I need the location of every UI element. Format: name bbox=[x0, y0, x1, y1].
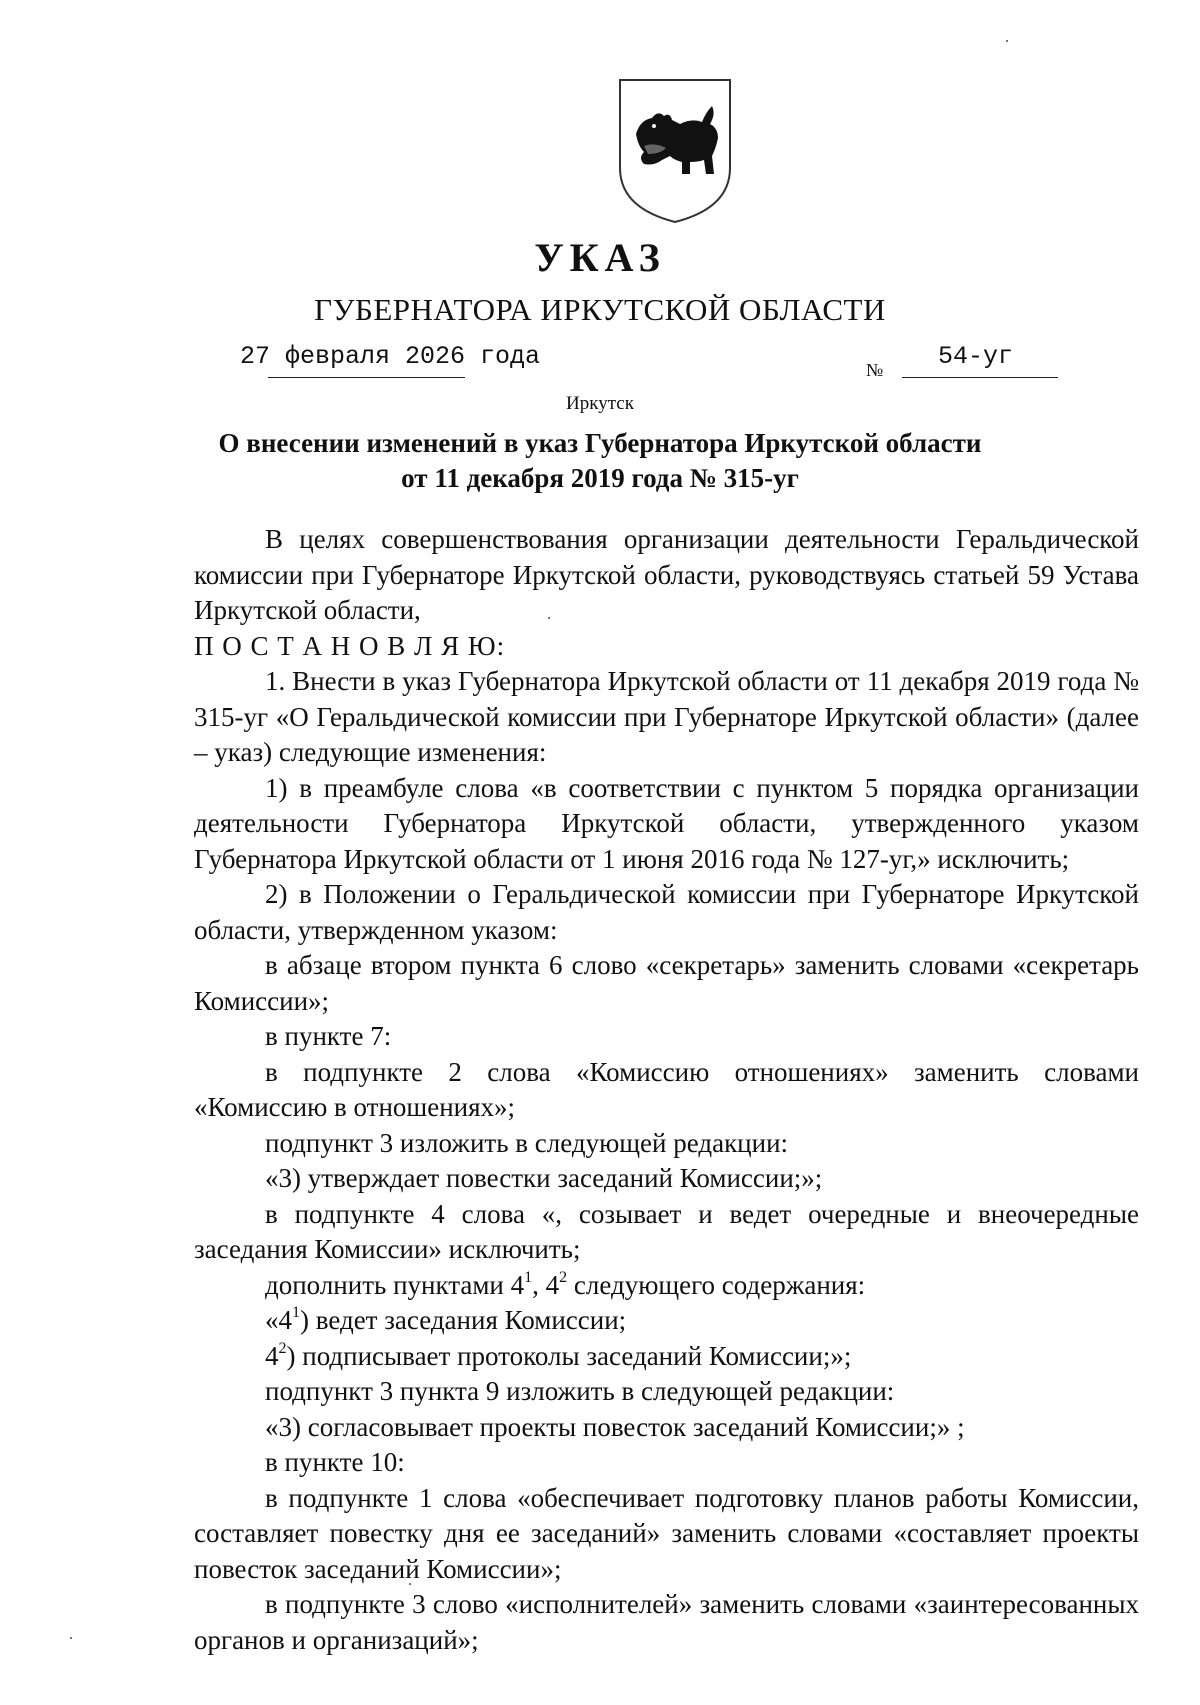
decree-body bbox=[194, 522, 1139, 1658]
scan-speck bbox=[70, 1637, 72, 1639]
paragraph-subpoint-3-text: «3) утверждает повестки заседаний Комиссии;»; bbox=[265, 1163, 823, 1193]
paragraph-point-4-2 bbox=[194, 1339, 1139, 1375]
point-4-1-text-b: ) ведет заседания Комиссии; bbox=[300, 1305, 627, 1335]
add-points-text-b: , 4 bbox=[532, 1269, 560, 1300]
add-points-sup-b: 2 bbox=[559, 1268, 568, 1286]
heading-line-1: О внесении изменений в указ Губернатора Иркутской области bbox=[218, 428, 982, 458]
paragraph-point-9: подпункт 3 пункта 9 изложить в следующей редакции: bbox=[265, 1376, 895, 1406]
add-points-text-a: дополнить пунктами 4 bbox=[265, 1269, 525, 1300]
paragraph-item-1: 1. Внести в указ Губернатора Иркутской области от 11 декабря 2019 года № 315-уг «О Геральдической комиссии при Губернаторе Иркутской области» (далее – указ) следующие изменения: bbox=[194, 666, 1139, 767]
city-name: Иркутск bbox=[566, 393, 634, 414]
paragraph-resolve: П О С Т А Н О В Л Я Ю: bbox=[194, 630, 506, 661]
point-4-2-text-a: 4 bbox=[265, 1340, 279, 1371]
paragraph-add-points bbox=[194, 1268, 1139, 1304]
number-sign: № bbox=[866, 360, 884, 380]
paragraph-point-6: в абзаце втором пункта 6 слово «секретарь» заменить словами «секретарь Комиссии»; bbox=[194, 950, 1139, 1016]
scan-speck bbox=[548, 617, 550, 619]
paragraph-point-9-text: «3) согласовывает проекты повесток заседаний Комиссии;» ; bbox=[265, 1411, 965, 1442]
scan-speck bbox=[1006, 40, 1008, 42]
number-underline bbox=[902, 377, 1058, 378]
point-4-2-sup: 2 bbox=[278, 1339, 287, 1357]
paragraph-preamble: В целях совершенствования организации деятельности Геральдической комиссии при Губернаторе Иркутской области, руководствуясь статьей 59 Устава Иркутской области, bbox=[194, 524, 1139, 625]
paragraph-subpoint-3: подпункт 3 изложить в следующей редакции: bbox=[265, 1127, 789, 1158]
point-4-1-text-a: «4 bbox=[265, 1305, 292, 1335]
paragraph-subpoint-4: в подпункте 4 слова «, созывает и ведет очередные и внеочередные заседания Комиссии» исключить; bbox=[194, 1198, 1139, 1264]
paragraph-subitem-1: 1) в преамбуле слова «в соответствии с пунктом 5 порядка организации деятельности Губернатора Иркутской области, утвержденного указом Губернатора Иркутской области от 1 июня 2016 года № 127-уг,» исключить; bbox=[194, 772, 1139, 874]
paragraph-subitem-2: 2) в Положении о Геральдической комиссии при Губернаторе Иркутской области, утвержденном указом: bbox=[194, 879, 1139, 945]
paragraph-point-10-subpoint-1: в подпункте 1 слова «обеспечивает подготовку планов работы Комиссии, составляет повестку дня ее заседаний» заменить словами «составляет проекты повесток заседаний Комиссии»; bbox=[194, 1482, 1139, 1584]
point-4-2-text-b: ) подписывает протоколы заседаний Комиссии;»; bbox=[286, 1340, 852, 1371]
paragraph-point-4-1 bbox=[194, 1303, 1139, 1339]
coat-of-arms-emblem bbox=[614, 76, 736, 226]
heading-line-2: от 11 декабря 2019 года № 315-уг bbox=[401, 463, 799, 493]
decree-date: 27 февраля 2026 года bbox=[240, 342, 541, 371]
paragraph-point-10: в пункте 10: bbox=[265, 1447, 405, 1477]
issuer-subtitle: ГУБЕРНАТОРА ИРКУТСКОЙ ОБЛАСТИ bbox=[314, 292, 886, 327]
date-underline bbox=[268, 377, 465, 378]
decree-number: 54-уг bbox=[938, 342, 1014, 371]
paragraph-subpoint-2: в подпункте 2 слова «Комиссию отношениях» заменить словами «Комиссию в отношениях»; bbox=[194, 1056, 1139, 1122]
document-type-title: УКАЗ bbox=[534, 235, 666, 280]
scan-speck bbox=[409, 1583, 411, 1585]
add-points-text-c: следующего содержания: bbox=[567, 1269, 866, 1300]
point-4-1-sup: 1 bbox=[292, 1304, 300, 1321]
decree-heading bbox=[200, 426, 1000, 496]
paragraph-point-10-subpoint-3: в подпункте 3 слово «исполнителей» заменить словами «заинтересованных органов и организаций»; bbox=[194, 1589, 1139, 1655]
paragraph-point-7: в пункте 7: bbox=[265, 1021, 392, 1051]
add-points-sup-a: 1 bbox=[524, 1268, 533, 1286]
